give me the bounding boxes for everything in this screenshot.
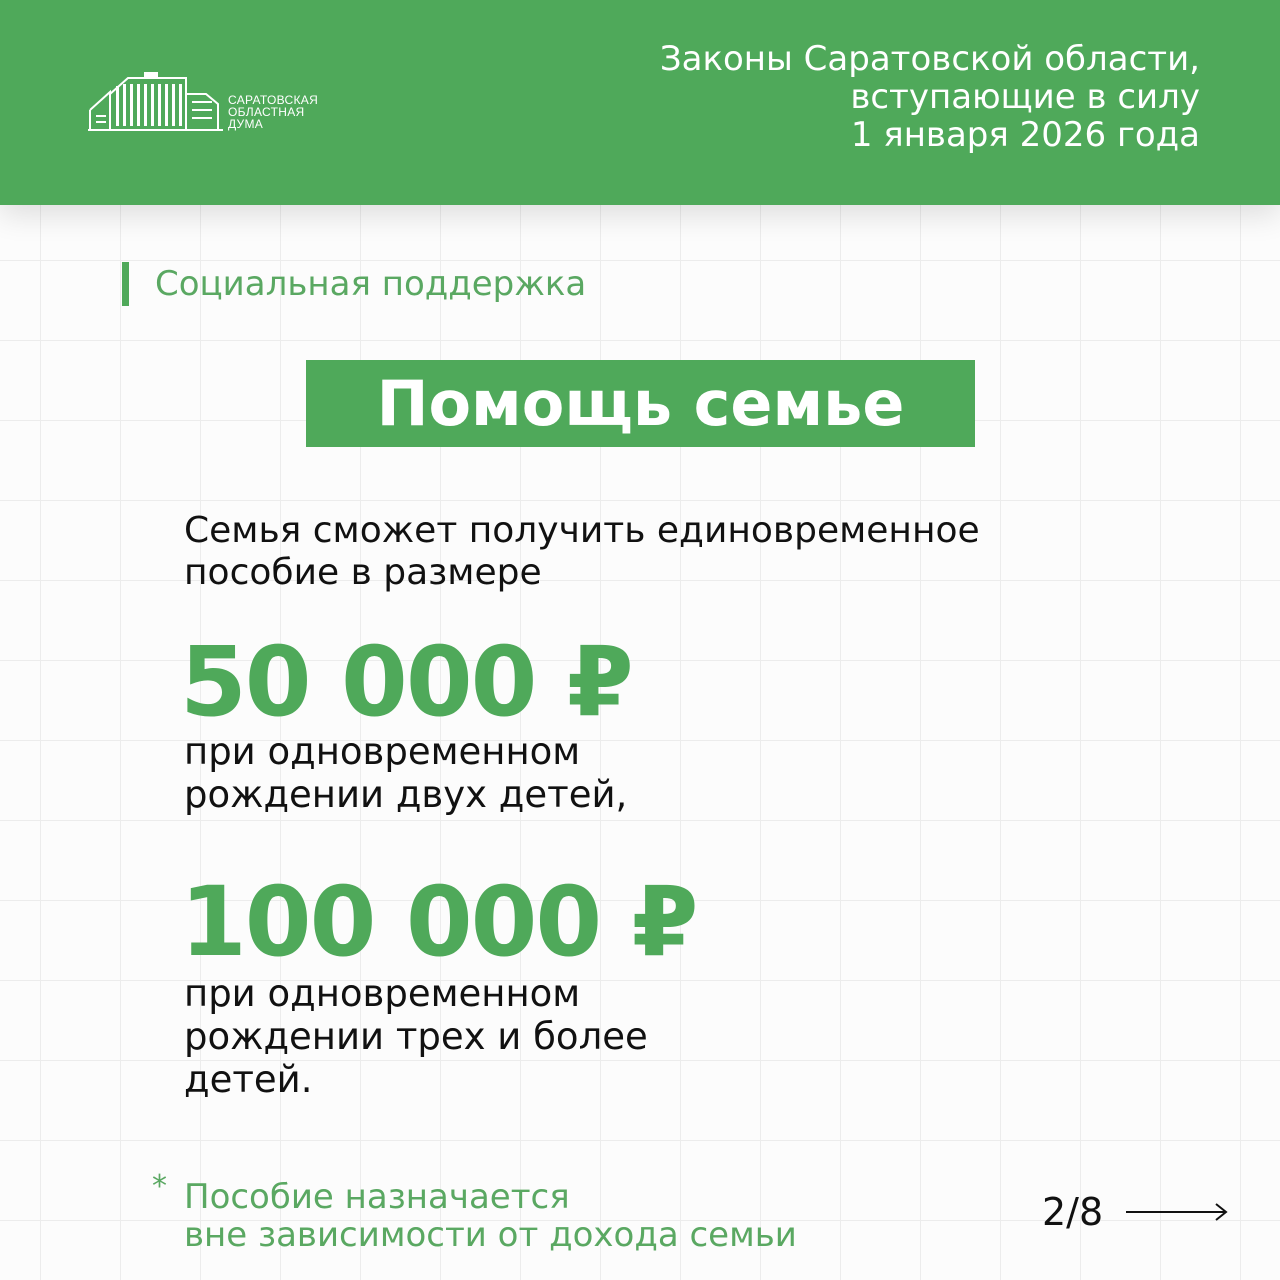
header <box>0 0 1280 205</box>
arrow-right-icon[interactable] <box>1126 1200 1230 1224</box>
footnote-text <box>184 1178 944 1254</box>
logo-text-line: ДУМА <box>228 117 264 131</box>
benefit-amount-two-children: 50 000 ₽ <box>180 626 632 738</box>
header-title-line: 1 января 2026 года <box>850 115 1200 155</box>
benefit-description-line: рождении двух детей, <box>184 773 628 816</box>
benefit-description-three-children <box>184 972 648 1101</box>
logo <box>88 72 328 136</box>
page-title: Помощь семье <box>306 360 975 447</box>
benefit-description-line: рождении трех и более <box>184 1015 648 1058</box>
footnote-marker: * <box>152 1169 167 1204</box>
header-title-line: Законы Саратовской области, <box>659 39 1200 79</box>
footnote-line: вне зависимости от дохода семьи <box>184 1215 797 1255</box>
benefit-description-two-children <box>184 730 627 816</box>
benefit-description-line: при одновременном <box>184 730 581 773</box>
category-label: Социальная поддержка <box>122 262 586 306</box>
benefit-description-line: детей. <box>184 1058 313 1101</box>
logo-text-line: САРАТОВСКАЯ <box>228 93 319 107</box>
header-title-line: вступающие в силу <box>850 77 1200 117</box>
logo-text-line: ОБЛАСТНАЯ <box>228 105 305 119</box>
footnote-line: Пособие назначается <box>184 1177 570 1217</box>
logo-text <box>228 94 318 130</box>
intro-line: пособие в размере <box>184 552 542 593</box>
intro-text <box>184 510 1184 594</box>
benefit-amount-three-children: 100 000 ₽ <box>180 866 697 978</box>
page-counter: 2/8 <box>1042 1190 1104 1234</box>
intro-line: Семья сможет получить единовременное <box>184 510 980 551</box>
duma-building-icon <box>88 72 223 136</box>
header-title <box>500 40 1200 154</box>
benefit-description-line: при одновременном <box>184 972 581 1015</box>
